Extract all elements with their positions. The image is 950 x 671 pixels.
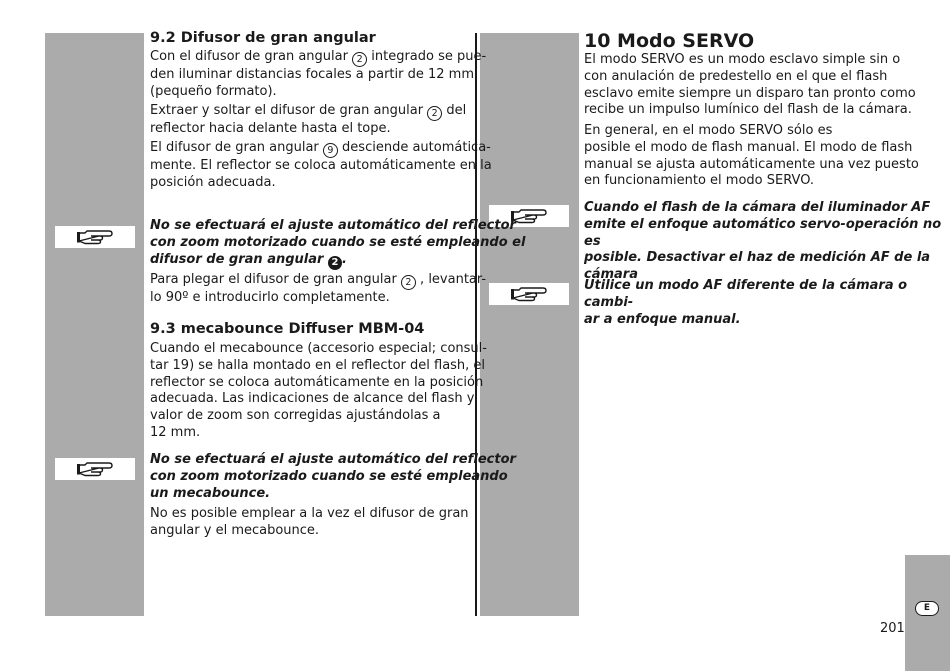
- item-number-marker: 2: [401, 275, 416, 290]
- note-text: [150, 452, 516, 502]
- text-line: No se efectuará el ajuste automático del reflector: [150, 452, 516, 467]
- text-line: den iluminar distancias focales a partir de 12 mm: [150, 67, 475, 82]
- text-line: tar 19) se halla montado en el reflector del flash, el: [150, 357, 486, 373]
- language-badge: E: [915, 601, 939, 616]
- text-line: posible. Desactivar el haz de medición AF de la: [584, 250, 931, 266]
- pointing-hand-icon: [511, 286, 549, 302]
- paragraph: [150, 49, 486, 101]
- note-marker: [55, 226, 135, 248]
- note-text: [584, 278, 950, 328]
- text-line: posición adecuada.: [150, 174, 276, 190]
- item-number-marker: 2: [328, 256, 342, 270]
- item-number-marker: 2: [352, 52, 367, 67]
- section-heading-9-3: 9.3 mecabounce Diffuser MBM-04: [150, 321, 425, 337]
- text-line: desciende automática-: [337, 140, 491, 155]
- text-line: cámara: [584, 267, 638, 283]
- text-line: adecuada. Las indicaciones de alcance del flash y: [150, 391, 475, 407]
- text-line: Cuando el mecabounce (accesorio especial; consul-: [150, 341, 487, 356]
- left-margin-band: [45, 33, 144, 616]
- paragraph: [150, 103, 466, 138]
- text-line: Cuando el flash de la cámara del iluminador AF: [584, 200, 931, 215]
- text-line: , levantar-: [415, 272, 487, 287]
- note-text: [150, 218, 525, 270]
- text-line: El modo SERVO es un modo esclavo simple sin o: [584, 52, 901, 67]
- text-line: posible el modo de flash manual. El modo de flash: [584, 139, 913, 155]
- text-line: esclavo emite siempre un disparo tan pronto como: [584, 85, 916, 101]
- page-number: 201: [880, 621, 905, 636]
- item-number-marker: 9: [323, 143, 338, 158]
- text-line: reflector hacia delante hasta el tope.: [150, 121, 391, 136]
- text-line: con anulación de predestello en el que el flash: [584, 68, 888, 84]
- text-line: en funcionamiento el modo SERVO.: [584, 173, 815, 189]
- paragraph: [150, 140, 492, 192]
- note-marker: [55, 458, 135, 480]
- item-number-marker: 2: [427, 106, 442, 121]
- text-line: lo 90º e introducirlo completamente.: [150, 290, 390, 305]
- text-line: En general, en el modo SERVO sólo es: [584, 123, 833, 138]
- section-heading-9-2: 9.2 Difusor de gran angular: [150, 30, 376, 46]
- text-line: No es posible emplear a la vez el difusor de gran: [150, 506, 469, 521]
- text-line: un mecabounce.: [150, 485, 271, 501]
- text-line: El difusor de gran angular: [150, 140, 323, 155]
- middle-margin-band: [480, 33, 579, 616]
- pointing-hand-icon: [77, 461, 115, 477]
- text-line: No se efectuará el ajuste automático del reflector: [150, 218, 516, 233]
- paragraph: [584, 123, 919, 190]
- paragraph: [150, 341, 487, 442]
- note-marker: [489, 283, 569, 305]
- text-line: manual se ajusta automáticamente una vez puesto: [584, 156, 919, 172]
- text-line: del: [442, 103, 467, 118]
- text-line: ar a enfoque manual.: [584, 311, 741, 327]
- text-line: (pequeño formato).: [150, 83, 277, 99]
- paragraph: [150, 272, 486, 307]
- text-line: con zoom motorizado cuando se esté empleando: [150, 468, 508, 484]
- text-line: con zoom motorizado cuando se esté empleando el: [150, 234, 526, 250]
- text-line: .: [341, 251, 347, 267]
- text-line: integrado se pue-: [367, 49, 487, 64]
- text-line: Extraer y soltar el difusor de gran angular: [150, 103, 428, 118]
- text-line: reflector se coloca automáticamente en la posición: [150, 374, 484, 390]
- chapter-heading: 10 Modo SERVO: [584, 30, 755, 52]
- pointing-hand-icon: [77, 229, 115, 245]
- paragraph: [584, 52, 916, 119]
- text-line: 12 mm.: [150, 424, 201, 440]
- column-divider: [475, 33, 477, 616]
- paragraph: [150, 506, 469, 540]
- text-line: difusor de gran angular: [150, 251, 328, 267]
- text-line: Para plegar el difusor de gran angular: [150, 272, 401, 287]
- text-line: recibe un impulso lumínico del flash de la cámara.: [584, 102, 912, 118]
- text-line: Utilice un modo AF diferente de la cámara o cambi-: [584, 278, 908, 310]
- text-line: Con el difusor de gran angular: [150, 49, 353, 64]
- text-line: valor de zoom son corregidas ajustándolas a: [150, 408, 441, 424]
- text-line: emite el enfoque automático servo-operación no es: [584, 216, 942, 249]
- text-line: mente. El reflector se coloca automáticamente en la: [150, 158, 492, 173]
- note-text: [584, 200, 950, 284]
- text-line: angular y el mecabounce.: [150, 522, 320, 538]
